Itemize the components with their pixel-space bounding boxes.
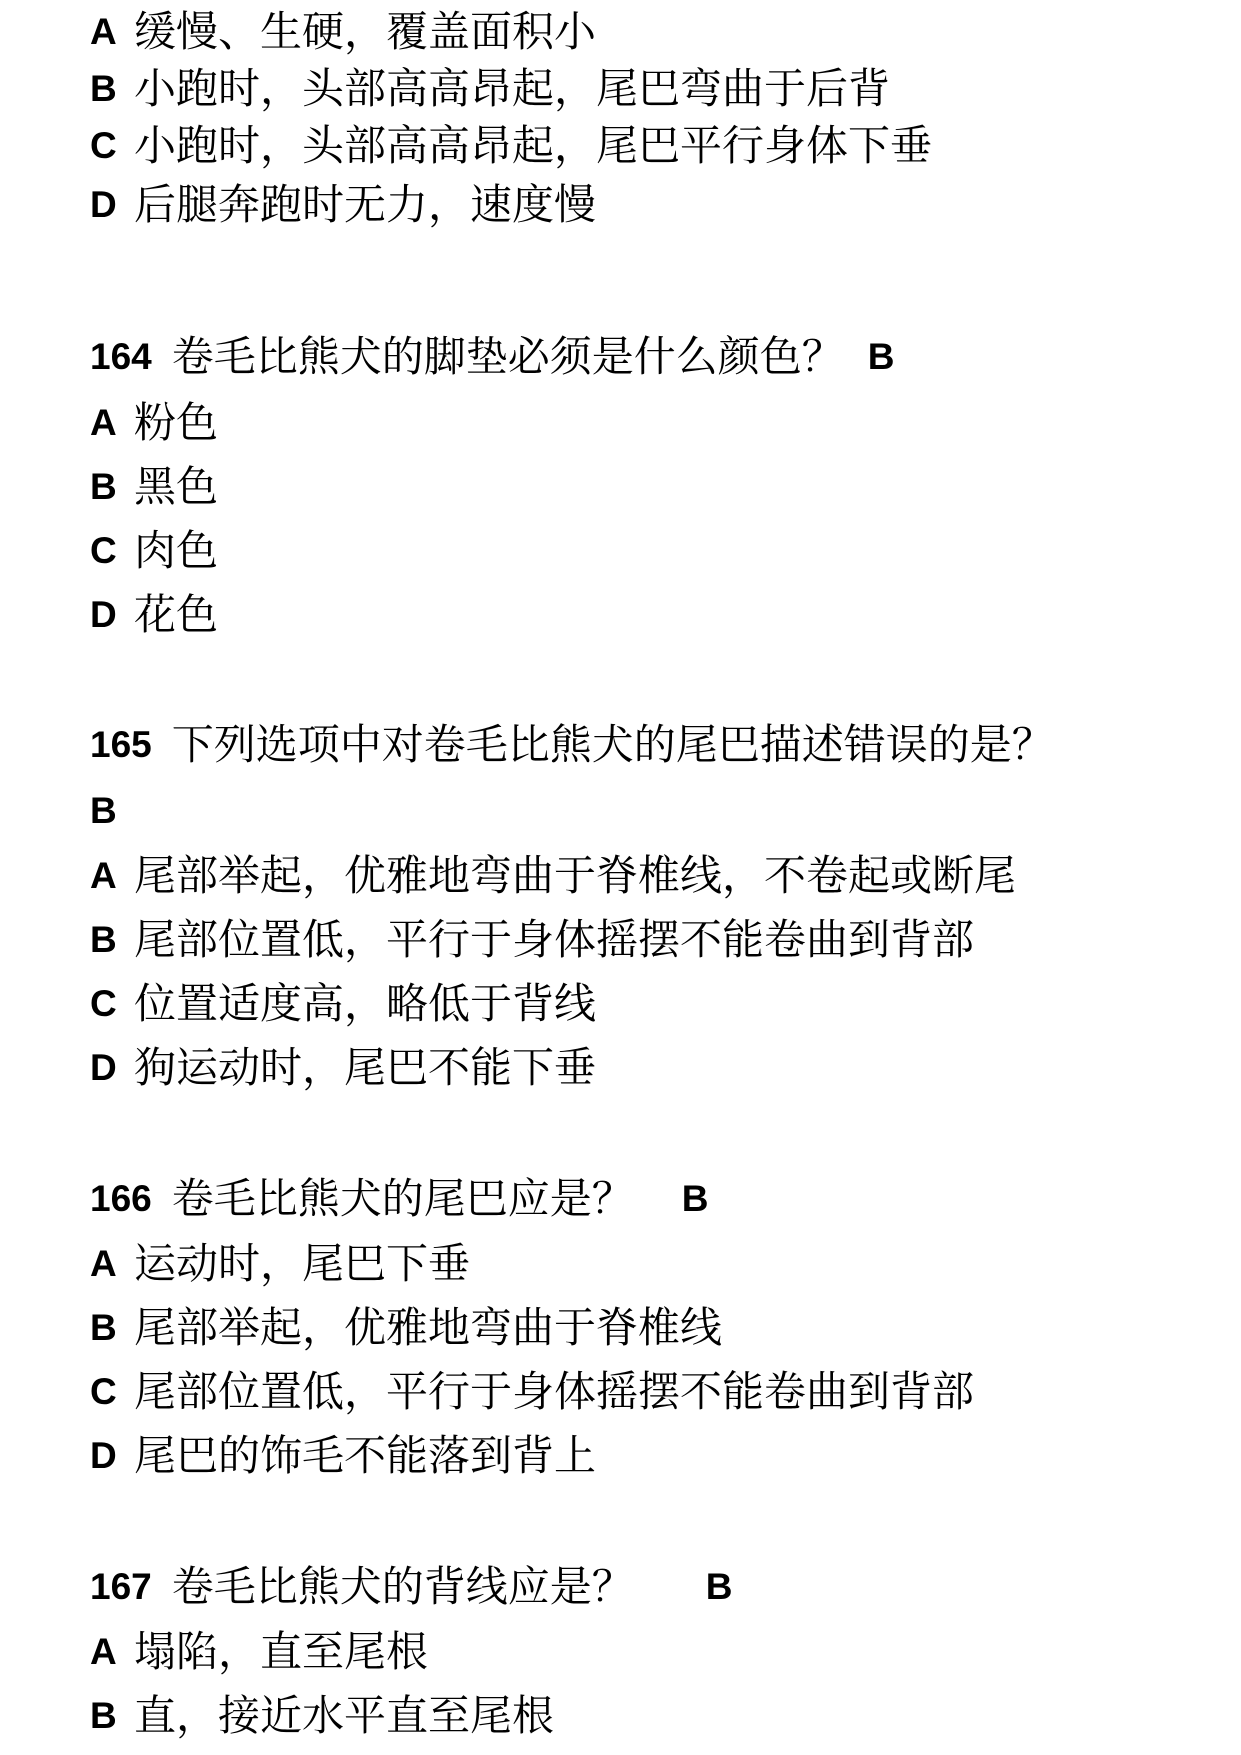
option-text: 后腿奔跑时无力，速度慢 [134, 180, 597, 229]
option-line [90, 1234, 470, 1294]
option-letter: C [90, 530, 117, 571]
option-text: 尾部位置低，平行于身体摇摆不能卷曲到背部 [134, 915, 975, 964]
option-text: 直，接近水平直至尾根 [134, 1691, 555, 1740]
option-letter: D [90, 1047, 117, 1088]
option-text: 花色 [134, 590, 219, 639]
question-text: 卷毛比熊犬的尾巴应是？ [171, 1174, 634, 1223]
question-line [90, 1557, 732, 1617]
question-text: 卷毛比熊犬的背线应是？ [171, 1562, 634, 1611]
question-line [90, 1169, 708, 1229]
option-text: 小跑时，头部高高昂起，尾巴平行身体下垂 [134, 121, 933, 170]
option-letter: A [90, 1243, 117, 1284]
option-letter: A [90, 1631, 117, 1672]
option-letter: B [90, 919, 117, 960]
question-answer: B [90, 790, 117, 831]
option-letter: B [90, 68, 117, 109]
question-number: 165 [90, 724, 152, 765]
option-line [90, 2, 596, 62]
option-line [90, 1426, 596, 1486]
option-letter: B [90, 1695, 117, 1736]
question-number: 167 [90, 1566, 152, 1607]
option-line [90, 59, 890, 119]
option-line [90, 585, 218, 645]
question-text: 卷毛比熊犬的脚垫必须是什么颜色？ [171, 332, 844, 381]
option-letter: A [90, 402, 117, 443]
option-line [90, 1298, 722, 1358]
question-line [90, 715, 1054, 775]
option-line [90, 1038, 596, 1098]
option-text: 黑色 [134, 462, 219, 511]
option-letter: D [90, 184, 117, 225]
option-line [90, 1622, 428, 1682]
question-answer-line [90, 781, 117, 841]
option-text: 粉色 [134, 398, 219, 447]
question-line [90, 327, 894, 387]
question-number: 164 [90, 336, 152, 377]
option-line [90, 846, 1016, 906]
option-text: 狗运动时，尾巴不能下垂 [134, 1043, 597, 1092]
option-text: 位置适度高，略低于背线 [134, 979, 597, 1028]
question-number: 166 [90, 1178, 152, 1219]
question-answer: B [867, 336, 895, 377]
question-answer: B [705, 1566, 733, 1607]
option-text: 塌陷，直至尾根 [134, 1627, 429, 1676]
option-text: 尾部举起，优雅地弯曲于脊椎线 [134, 1303, 723, 1352]
option-line [90, 1362, 974, 1422]
option-letter: C [90, 125, 117, 166]
option-text: 小跑时，头部高高昂起，尾巴弯曲于后背 [134, 64, 891, 113]
option-line [90, 1686, 554, 1746]
option-text: 缓慢、生硬，覆盖面积小 [134, 7, 597, 56]
option-line [90, 457, 218, 517]
option-letter: D [90, 1435, 117, 1476]
option-line [90, 393, 218, 453]
option-text: 尾部举起，优雅地弯曲于脊椎线，不卷起或断尾 [134, 851, 1017, 900]
option-text: 尾巴的饰毛不能落到背上 [134, 1431, 597, 1480]
option-text: 运动时，尾巴下垂 [134, 1239, 471, 1288]
option-letter: B [90, 1307, 117, 1348]
option-letter: D [90, 594, 117, 635]
option-letter: A [90, 855, 117, 896]
question-text: 下列选项中对卷毛比熊犬的尾巴描述错误的是？ [171, 720, 1054, 769]
option-text: 肉色 [134, 526, 219, 575]
option-letter: C [90, 1371, 117, 1412]
option-line [90, 521, 218, 581]
option-line [90, 116, 932, 176]
question-answer: B [681, 1178, 709, 1219]
option-line [90, 910, 974, 970]
option-text: 尾部位置低，平行于身体摇摆不能卷曲到背部 [134, 1367, 975, 1416]
option-line [90, 974, 596, 1034]
option-letter: C [90, 983, 117, 1024]
option-line [90, 175, 596, 235]
option-letter: B [90, 466, 117, 507]
option-letter: A [90, 11, 117, 52]
